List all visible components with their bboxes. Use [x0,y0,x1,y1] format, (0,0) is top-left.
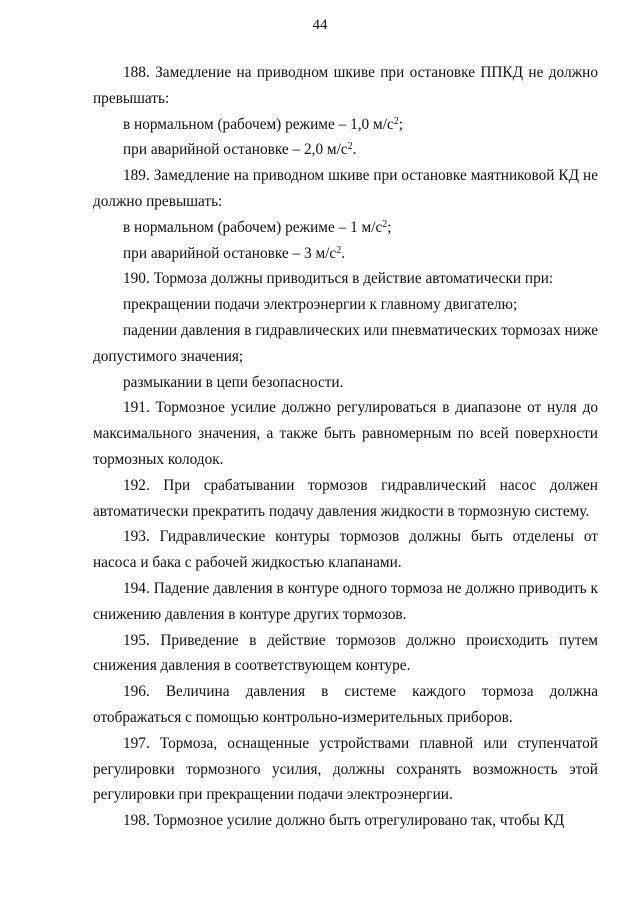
paragraph-193: 193. Гидравлические контуры тормозов должны быть отделены от насоса и бака с рабочей жидкостью клапанами. [93,528,598,572]
paragraph-198: 198. Тормозное усилие должно быть отрегулировано так, чтобы КД [123,812,565,830]
text-189-normal-end: ; [387,218,392,236]
paragraph-197: 197. Тормоза, оснащенные устройствами плавной или ступенчатой регулировки тормозного усилия, должны сохранять возможность этой регулировки при прекращении подачи электроэнергии. [93,734,598,804]
paragraph-196: 196. Величина давления в системе каждого тормоза должна отображаться с помощью контрольно-измерительных приборов. [93,683,598,726]
paragraph-194: 194. Падение давления в контуре одного тормоза не должно приводить к снижению давления в контуре других тормозов. [93,579,598,623]
text-189-normal: в нормальном (рабочем) режиме – 1 м/с [123,218,383,236]
text-189-emergency-end: . [341,244,346,262]
paragraph-189: 189. Замедление на приводном шкиве при остановке маятниковой КД не должно превышать: [93,167,598,210]
paragraph-188-normal [93,112,598,138]
text-188-normal-end: ; [398,115,403,133]
superscript-189-emergency: 2 [336,244,342,256]
text-188-normal: в нормальном (рабочем) режиме – 1,0 м/с [123,115,394,133]
paragraph-191: 191. Тормозное усилие должно регулироваться в диапазоне от нуля до максимального значения, а также быть равномерным по всей поверхности тормозных колодок. [93,399,598,468]
superscript-188-normal: 2 [393,115,399,127]
paragraph-189-normal [93,215,598,241]
paragraph-190-item-2: падении давления в гидравлических или пневматических тормозах ниже допустимого значения; [93,321,598,365]
paragraph-195: 195. Приведение в действие тормозов должно происходить путем снижения давления в соответствующем контуре. [93,631,598,675]
paragraph-188-emergency [93,137,598,163]
text-189-emergency: при аварийной остановке – 3 м/с [123,244,337,262]
page-number: 44 [312,17,328,33]
superscript-189-normal: 2 [382,218,388,230]
document-body [93,60,598,834]
text-188-emergency: при аварийной остановке – 2,0 м/с [123,141,348,159]
paragraph-190-item-1: прекращении подачи электроэнергии к главному двигателю; [123,296,518,314]
paragraph-192: 192. При срабатывании тормозов гидравлический насос должен автоматически прекратить подачу давления жидкости в тормозную систему. [93,476,598,520]
superscript-188-emergency: 2 [347,141,353,153]
paragraph-189-emergency [93,241,598,267]
paragraph-190: 190. Тормоза должны приводиться в действие автоматически при: [123,270,554,288]
paragraph-190-item-3: размыкании в цепи безопасности. [123,373,344,391]
text-188-emergency-end: . [352,141,357,159]
paragraph-188: 188. Замедление на приводном шкиве при остановке ППКД не должно превышать: [93,64,598,107]
